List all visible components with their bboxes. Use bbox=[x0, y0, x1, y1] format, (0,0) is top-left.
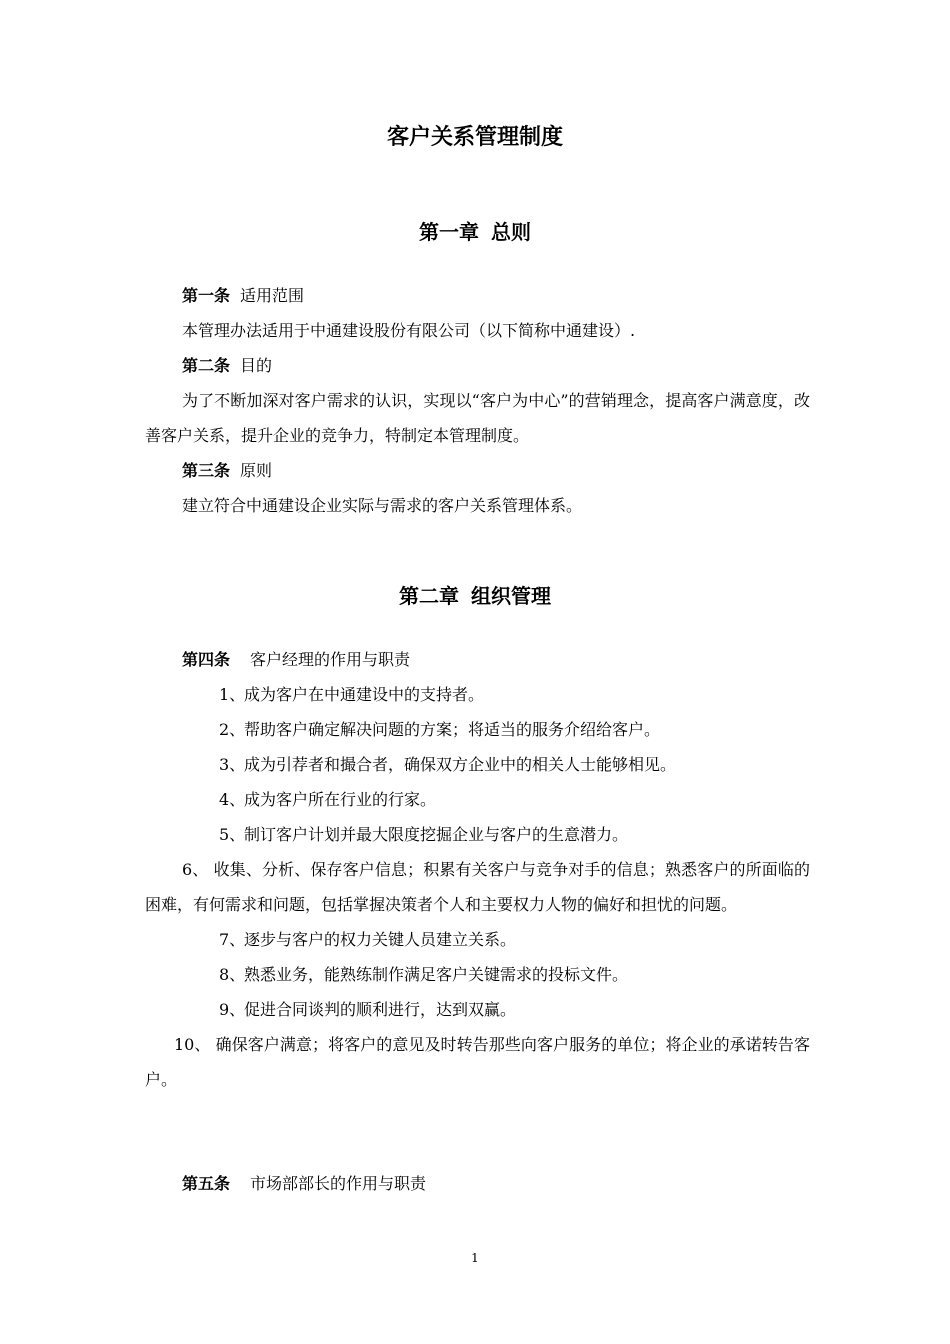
list-item-number: 7、 bbox=[219, 930, 246, 949]
list-item bbox=[145, 852, 810, 922]
article-3-text: 建立符合中通建设企业实际与需求的客户关系管理体系。 bbox=[182, 496, 583, 515]
article-1-heading bbox=[145, 278, 810, 313]
article-4-title: 客户经理的作用与职责 bbox=[250, 650, 411, 669]
list-item bbox=[145, 712, 810, 747]
article-5-heading bbox=[145, 1166, 810, 1201]
article-2-label: 第二条 bbox=[182, 356, 231, 375]
article-4-heading bbox=[145, 642, 810, 677]
article-5-label: 第五条 bbox=[182, 1174, 231, 1193]
list-item-text: 熟悉业务，能熟练制作满足客户关键需求的投标文件。 bbox=[244, 965, 629, 984]
chapter-2-number: 第二章 bbox=[399, 584, 459, 608]
list-item-text: 帮助客户确定解决问题的方案；将适当的服务介绍给客户。 bbox=[244, 720, 661, 739]
article-5-title: 市场部部长的作用与职责 bbox=[250, 1174, 427, 1193]
list-item-text: 成为客户在中通建设中的支持者。 bbox=[244, 685, 485, 704]
page-number: 1 bbox=[471, 1251, 479, 1265]
list-item bbox=[145, 992, 810, 1027]
list-item-text: 促进合同谈判的顺利进行，达到双赢。 bbox=[244, 1000, 517, 1019]
chapter-1-number: 第一章 bbox=[419, 220, 479, 244]
list-item-text: 成为引荐者和撮合者，确保双方企业中的相关人士能够相见。 bbox=[244, 755, 677, 774]
chapter-2-heading bbox=[0, 581, 950, 611]
list-item bbox=[145, 782, 810, 817]
list-item-number: 10、 bbox=[174, 1035, 211, 1054]
article-3-heading bbox=[145, 453, 810, 488]
list-item-number: 6、 bbox=[182, 860, 209, 879]
list-item-number: 4、 bbox=[219, 790, 246, 809]
list-item-number: 8、 bbox=[219, 965, 246, 984]
list-item-text: 逐步与客户的权力关键人员建立关系。 bbox=[244, 930, 517, 949]
article-3-title: 原则 bbox=[240, 461, 273, 480]
article-3-label: 第三条 bbox=[182, 461, 231, 480]
document-title: 客户关系管理制度 bbox=[386, 125, 563, 150]
list-item-text: 成为客户所在行业的行家。 bbox=[244, 790, 437, 809]
article-2-heading bbox=[145, 348, 810, 383]
list-item-number: 3、 bbox=[219, 755, 246, 774]
list-item-text: 制订客户计划并最大限度挖掘企业与客户的生意潜力。 bbox=[244, 825, 629, 844]
list-item-text: 收集、分析、保存客户信息；积累有关客户与竞争对手的信息；熟悉客户的所面临的困难，有何需求和问题，包括掌握决策者个人和主要权力人物的偏好和担忧的问题。 bbox=[145, 860, 810, 914]
chapter-2-body bbox=[145, 642, 810, 1097]
article-4-label: 第四条 bbox=[182, 650, 231, 669]
article-1-title: 适用范围 bbox=[240, 286, 305, 305]
chapter-1-title: 总则 bbox=[491, 220, 531, 244]
list-item bbox=[145, 957, 810, 992]
list-item bbox=[145, 817, 810, 852]
list-item-number: 9、 bbox=[219, 1000, 246, 1019]
chapter-1-body bbox=[145, 278, 810, 523]
list-item-number: 1、 bbox=[219, 685, 246, 704]
article-2-text: 为了不断加深对客户需求的认识，实现以“客户为中心”的营销理念，提高客户满意度，改善客户关系，提升企业的竞争力，特制定本管理制度。 bbox=[145, 391, 810, 445]
list-item bbox=[145, 677, 810, 712]
article-1-text: 本管理办法适用于中通建设股份有限公司（以下简称中通建设）. bbox=[182, 321, 636, 340]
list-item bbox=[145, 1027, 810, 1097]
list-item-number: 5、 bbox=[219, 825, 246, 844]
chapter-1-heading bbox=[0, 217, 950, 247]
article-2-title: 目的 bbox=[240, 356, 273, 375]
article-5-block bbox=[145, 1166, 810, 1201]
list-item bbox=[145, 922, 810, 957]
article-1-label: 第一条 bbox=[182, 286, 231, 305]
list-item-text: 确保客户满意；将客户的意见及时转告那些向客户服务的单位；将企业的承诺转告客户。 bbox=[145, 1035, 810, 1089]
list-item-number: 2、 bbox=[219, 720, 246, 739]
chapter-2-title: 组织管理 bbox=[471, 584, 551, 608]
list-item bbox=[145, 747, 810, 782]
